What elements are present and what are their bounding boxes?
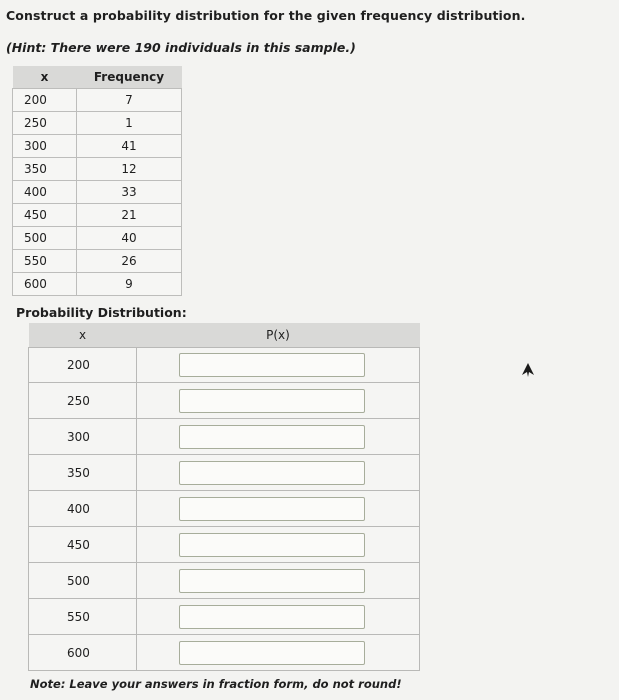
x-value: 600	[29, 635, 137, 671]
probability-table-header	[29, 323, 420, 348]
table-row	[13, 273, 182, 296]
x-value: 350	[29, 455, 137, 491]
frequency-value: 26	[77, 250, 182, 273]
table-row	[13, 250, 182, 273]
frequency-value: 33	[77, 181, 182, 204]
px-input[interactable]	[179, 605, 365, 629]
x-value: 300	[29, 419, 137, 455]
frequency-value: 41	[77, 135, 182, 158]
frequency-value: 9	[77, 273, 182, 296]
px-input[interactable]	[179, 533, 365, 557]
frequency-value: 21	[77, 204, 182, 227]
table-row	[13, 204, 182, 227]
x-value: 450	[13, 204, 77, 227]
table-row	[29, 383, 420, 419]
frequency-column-header: Frequency	[77, 66, 182, 89]
x-value: 500	[29, 563, 137, 599]
x-column-header: x	[29, 323, 137, 348]
px-input[interactable]	[179, 389, 365, 413]
x-value: 250	[29, 383, 137, 419]
frequency-value: 7	[77, 89, 182, 112]
frequency-table	[12, 66, 182, 296]
table-row	[13, 227, 182, 250]
frequency-value: 12	[77, 158, 182, 181]
frequency-value: 1	[77, 112, 182, 135]
table-row	[13, 158, 182, 181]
table-row	[29, 599, 420, 635]
x-column-header: x	[13, 66, 77, 89]
px-cell	[137, 491, 420, 527]
table-row	[13, 181, 182, 204]
px-input[interactable]	[179, 569, 365, 593]
x-value: 200	[29, 348, 137, 383]
x-value: 600	[13, 273, 77, 296]
frequency-value: 40	[77, 227, 182, 250]
table-row	[29, 348, 420, 383]
note-text: Note: Leave your answers in fraction form, do not round!	[30, 677, 402, 691]
x-value: 200	[13, 89, 77, 112]
x-value: 250	[13, 112, 77, 135]
px-cell	[137, 348, 420, 383]
probability-distribution-label: Probability Distribution:	[16, 305, 187, 320]
table-row	[13, 89, 182, 112]
px-input[interactable]	[179, 353, 365, 377]
px-cell	[137, 563, 420, 599]
x-value: 550	[13, 250, 77, 273]
px-cell	[137, 527, 420, 563]
hint-text: (Hint: There were 190 individuals in this sample.)	[6, 40, 356, 55]
px-input[interactable]	[179, 461, 365, 485]
px-input[interactable]	[179, 641, 365, 665]
px-cell	[137, 599, 420, 635]
px-cell	[137, 455, 420, 491]
px-column-header: P(x)	[137, 323, 420, 348]
px-cell	[137, 635, 420, 671]
x-value: 400	[13, 181, 77, 204]
x-value: 400	[29, 491, 137, 527]
px-input[interactable]	[179, 497, 365, 521]
frequency-table-header	[13, 66, 182, 89]
table-row	[29, 563, 420, 599]
probability-table	[28, 323, 420, 671]
table-row	[29, 455, 420, 491]
table-row	[29, 527, 420, 563]
table-row	[29, 491, 420, 527]
question-text: Construct a probability distribution for the given frequency distribution.	[6, 8, 526, 23]
table-row	[29, 419, 420, 455]
px-input[interactable]	[179, 425, 365, 449]
table-row	[13, 112, 182, 135]
x-value: 550	[29, 599, 137, 635]
px-cell	[137, 419, 420, 455]
table-row	[29, 635, 420, 671]
mouse-pointer-icon	[521, 362, 535, 378]
table-row	[13, 135, 182, 158]
px-cell	[137, 383, 420, 419]
x-value: 500	[13, 227, 77, 250]
x-value: 450	[29, 527, 137, 563]
x-value: 350	[13, 158, 77, 181]
x-value: 300	[13, 135, 77, 158]
